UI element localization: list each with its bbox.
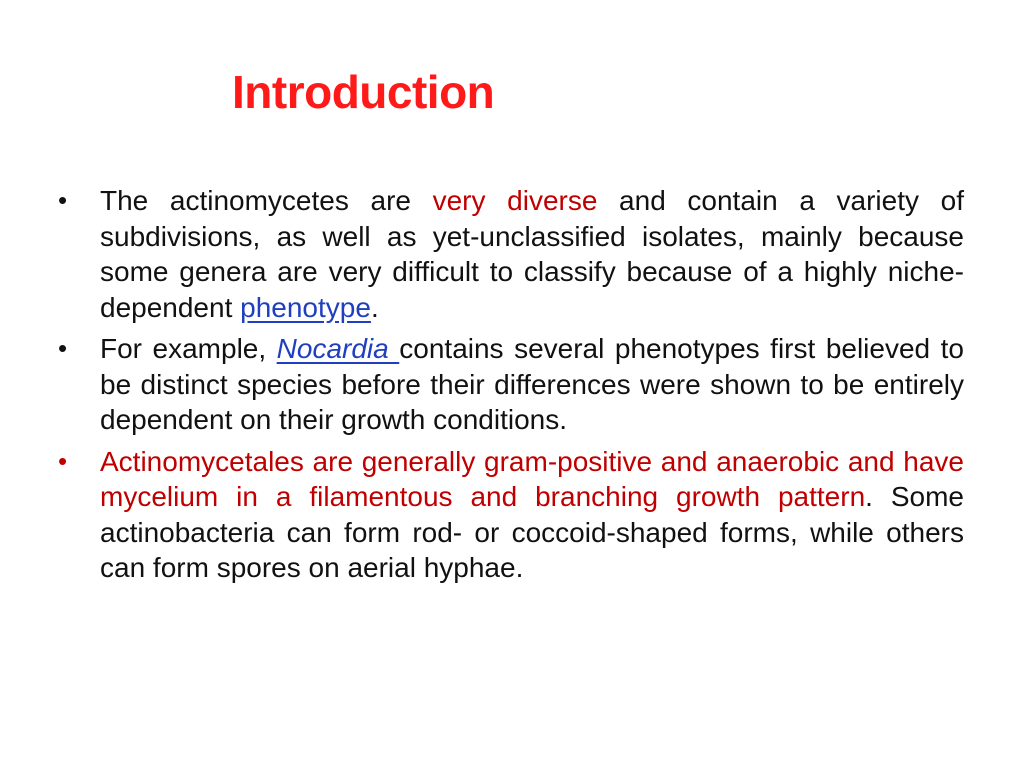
bullet-dot-icon: • [58,185,68,215]
bullet-1-text-part-2: and contain a variety of subdivisions, as well as yet-unclassified isolates, mainly because some genera are very difficult to classify because of a highly niche-dependent [100,185,964,323]
slide-title: Introduction [232,66,495,118]
highlight-very-diverse: very diverse [432,185,598,216]
bullet-dot-icon: • [58,445,68,476]
phenotype-link[interactable]: phenotype [240,291,371,323]
bullet-3-text-part-2: . Some actinobacteria can form rod- or coccoid-shaped forms, while others can form spores on aerial hyphae. [100,481,965,583]
bullet-list [58,183,964,592]
bullet-item-1 [58,183,964,325]
bullet-1-text-part-3: . [370,291,379,323]
bullet-2-text-part-2: contains several phenotypes first believed to be distinct species before their differences were shown to be entirely dependent on their growth conditions. [100,333,964,435]
bullet-dot-icon: • [58,333,68,363]
bullet-item-2 [58,331,964,438]
highlight-actinomycetales: Actinomycetales are generally gram-positive and anaerobic and have mycelium in a filamentous and branching growth pattern [100,445,964,512]
nocardia-link[interactable]: Nocardia [276,333,400,364]
bullet-item-3 [58,444,964,586]
bullet-2-text-part-1: For example, [100,333,277,364]
bullet-1-text-part-1: The actinomycetes are [100,185,433,216]
